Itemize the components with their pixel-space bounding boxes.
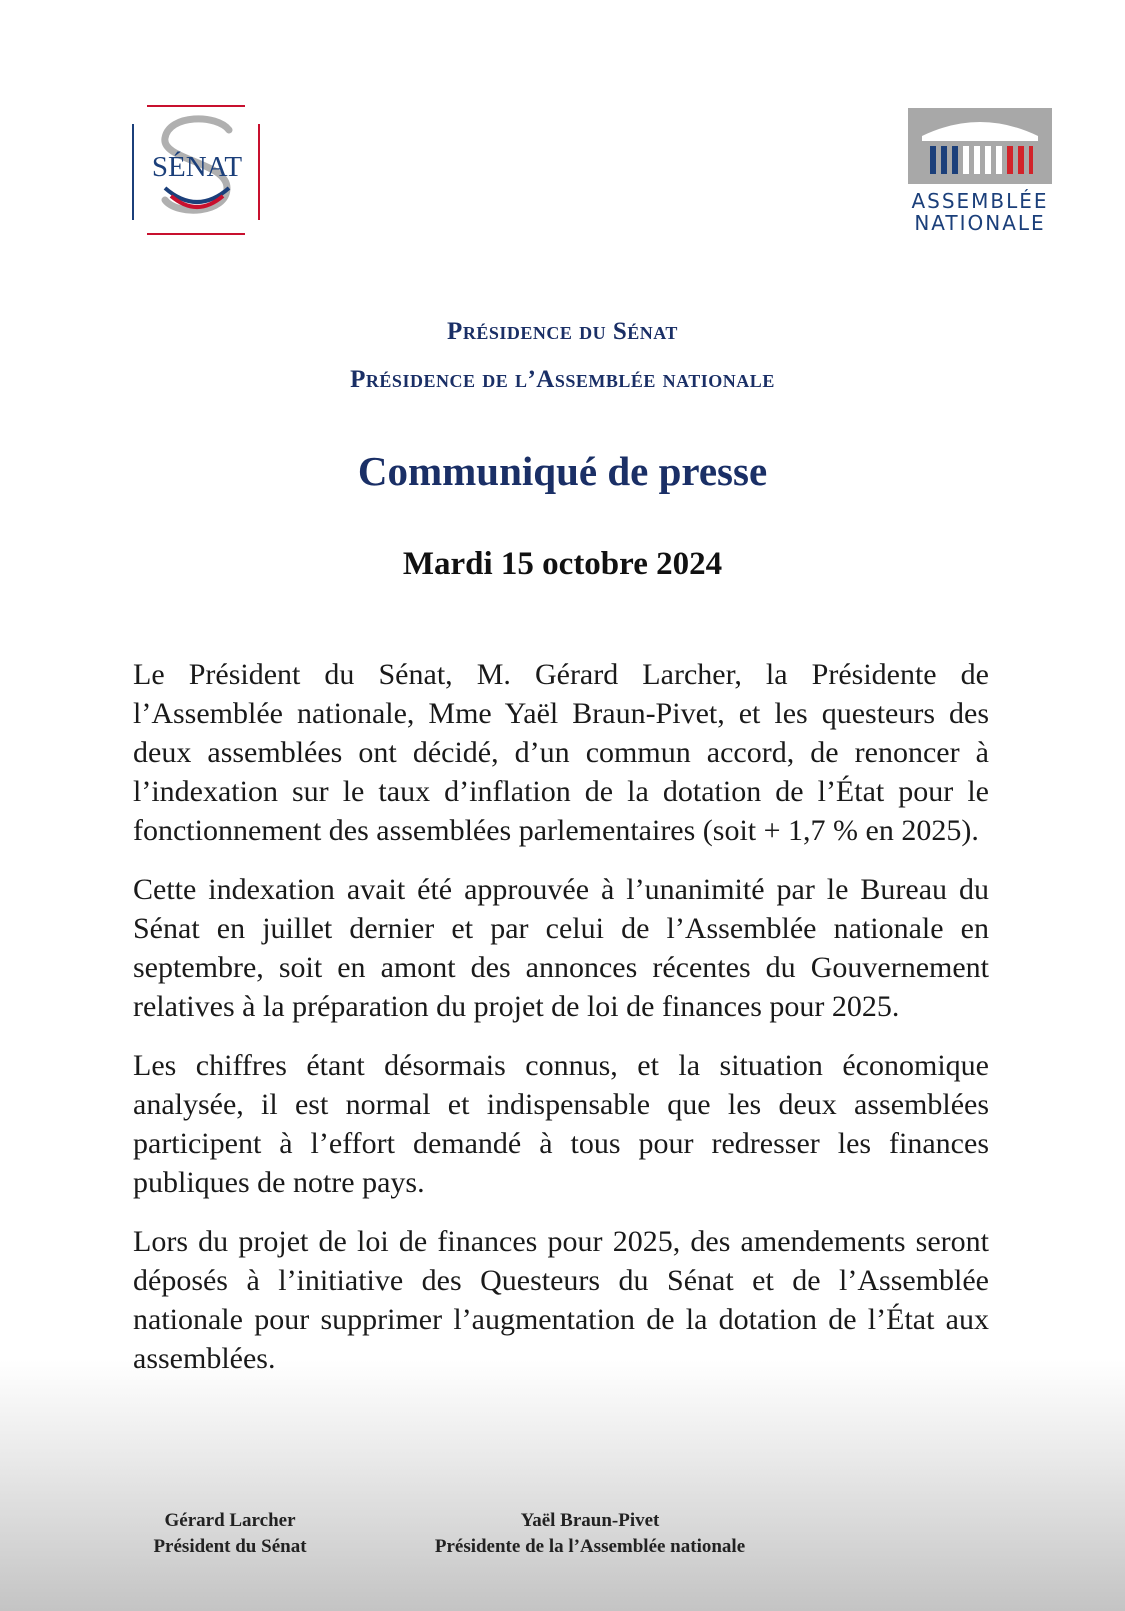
senat-logo-text: SÉNAT — [151, 151, 243, 183]
senat-logo — [131, 104, 267, 244]
presidence-assemblee-heading: Présidence de l’Assemblée nationale — [350, 366, 775, 393]
signature-name: Gérard Larcher — [164, 1510, 296, 1531]
body-paragraph: Lors du projet de loi de finances pour 2025, des amendements seront déposés à l’initiative des Questeurs du Sénat et de l’Assemblée nationale pour supprimer l’augmentation de la dotation de l’État aux assemblées. — [133, 1225, 989, 1375]
body-paragraph: Cette indexation avait été approuvée à l’unanimité par le Bureau du Sénat en juillet dernier et par celui de l’Assemblée nationale en septembre, soit en amont des annonces récentes du Gouvernement relatives à la préparation du projet de loi de finances pour 2025. — [133, 873, 989, 1023]
assemblee-nationale-logo — [908, 108, 1052, 240]
signature-name: Yaël Braun-Pivet — [520, 1510, 660, 1531]
release-date: Mardi 15 octobre 2024 — [402, 546, 723, 582]
body-paragraph: Le Président du Sénat, M. Gérard Larcher, la Présidente de l’Assemblée nationale, Mme Yaël Braun-Pivet, et les questeurs des deux assemblées ont décidé, d’un commun accord, de renoncer à l’indexation sur le taux d’inflation de la dotation de l’État pour le fonctionnement des assemblées parlementaires (soit + 1,7 % en 2025). — [133, 658, 989, 847]
assemblee-building-icon — [908, 108, 1052, 184]
presidence-senat-heading: Présidence du Sénat — [447, 318, 678, 345]
signature-role: Président du Sénat — [153, 1536, 307, 1557]
assemblee-logo-line2: NATIONALE — [914, 211, 1046, 235]
senat-logo-icon — [131, 104, 267, 244]
signature-role: Présidente de la l’Assemblée nationale — [434, 1536, 746, 1557]
body-paragraph: Les chiffres étant désormais connus, et la situation économique analysée, il est normal et indispensable que les deux assemblées participent à l’effort demandé à tous pour redresser les finances publiques de notre pays. — [133, 1049, 989, 1199]
assemblee-logo-line1: ASSEMBLÉE — [911, 189, 1049, 213]
signature-block-braun-pivet — [395, 1508, 785, 1560]
signature-block-larcher — [120, 1508, 340, 1560]
page-title: Communiqué de presse — [357, 448, 768, 494]
press-release-body — [133, 655, 989, 1398]
